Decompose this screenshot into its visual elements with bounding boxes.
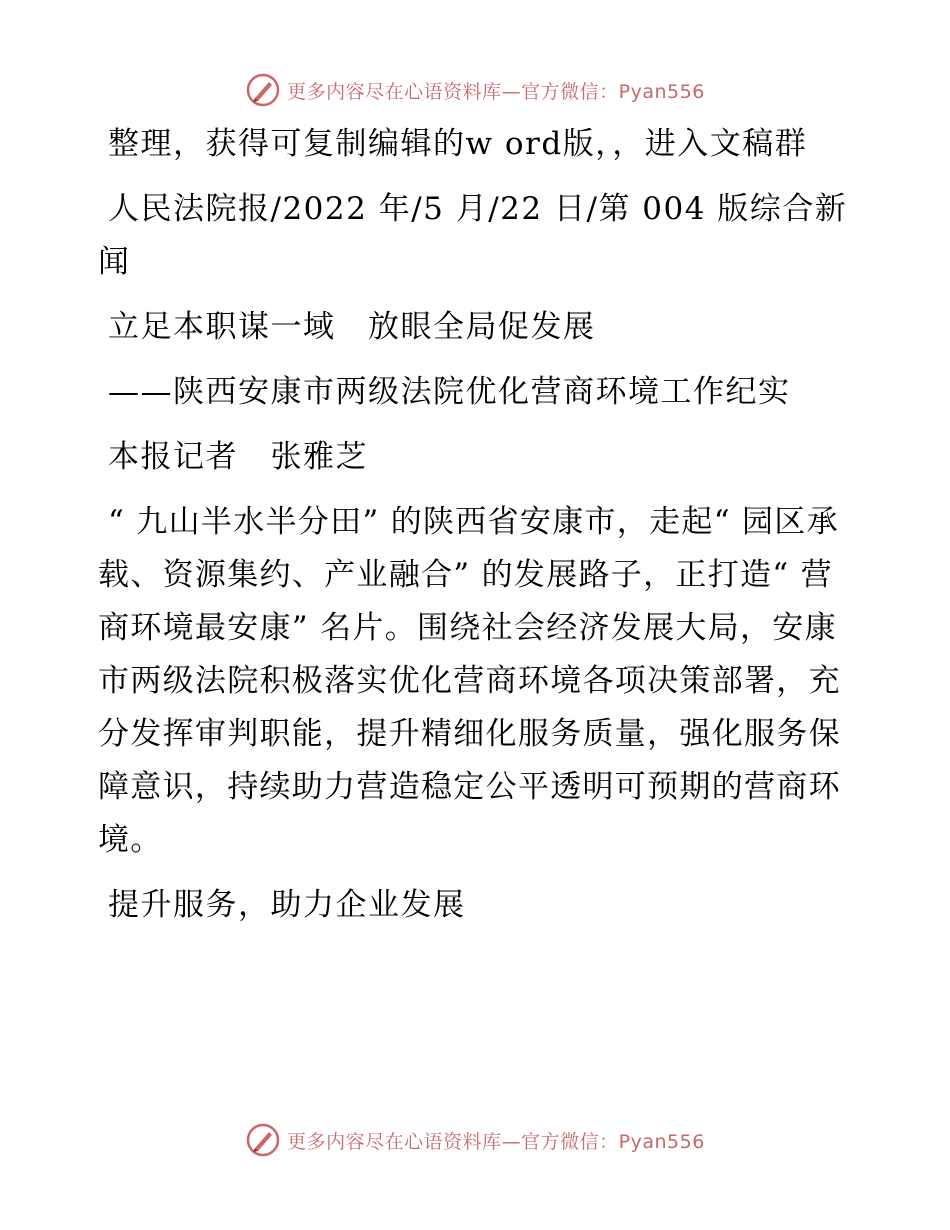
author-line: 本报记者 张雅芝 [108, 439, 368, 475]
article-subtitle: ——陕西安康市两级法院优化营商环境工作纪实 [108, 374, 791, 410]
intro-paragraph: 整理，获得可复制编辑的w ord版，，进入文稿群 [108, 126, 808, 162]
footer-banner [0, 1120, 950, 1160]
pen-logo-icon [245, 72, 281, 108]
header-banner [0, 70, 950, 110]
banner-text: 更多内容尽在心语资料库—官方微信：Pyan556 [287, 80, 705, 103]
pen-logo-icon [245, 1122, 281, 1158]
body-paragraph: “ 九山半水半分田” 的陕西省安康市，走起“ 园区承载、资源集约、产业融合” 的发展路子，正打造“ 营商环境最安康” 名片。围绕社会经济发展大局，安康市两级法院积极落实优化营商环境各项决策部署，充分发挥审判职能，提升精细化服务质量，强化服务保障意识，持续助力营造稳定公平透明可预期的营商环境。 [98, 504, 841, 858]
source-line: 人民法院报/2022 年/5 月/22 日/第 004 版综合新闻 [98, 191, 848, 280]
article-title: 立足本职谋一域 放眼全局促发展 [108, 309, 596, 345]
document-body [98, 118, 850, 944]
section-heading: 提升服务，助力企业发展 [108, 887, 466, 923]
banner-text: 更多内容尽在心语资料库—官方微信：Pyan556 [287, 1130, 705, 1153]
